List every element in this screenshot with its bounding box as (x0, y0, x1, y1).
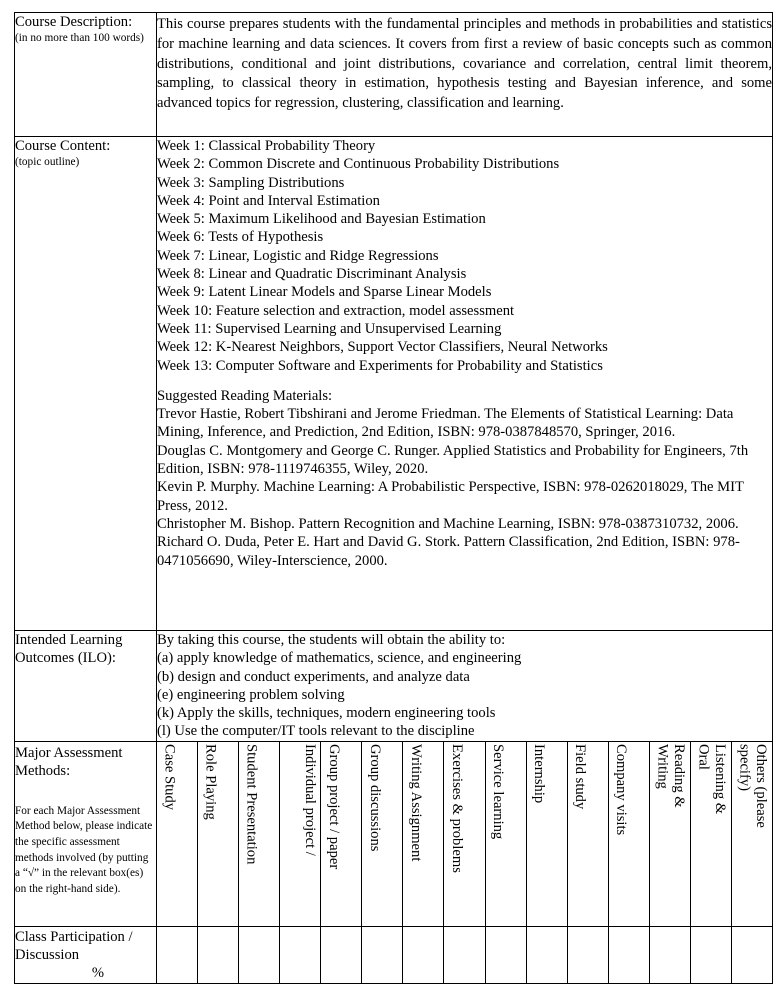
class-participation-grid (157, 927, 772, 983)
checkbox-cell[interactable] (485, 927, 526, 983)
percent-sign: % (91, 964, 104, 981)
week-item: Week 8: Linear and Quadratic Discriminant Analysis (157, 266, 467, 283)
course-content-sublabel: (topic outline) (15, 156, 80, 168)
method-header: Field study (572, 743, 589, 810)
course-content-cell (157, 137, 773, 631)
method-column (157, 742, 197, 926)
checkbox-cell[interactable] (238, 927, 279, 983)
method-column (526, 742, 567, 926)
assessment-methods-grid (157, 742, 772, 926)
checkbox-cell[interactable] (567, 927, 608, 983)
method-column (485, 742, 526, 926)
assessment-label: Major Assessment Methods: (15, 744, 123, 779)
week-item: Week 9: Latent Linear Models and Sparse Linear Models (157, 284, 492, 301)
method-header: Role Playing (202, 743, 219, 820)
week-item: Week 1: Classical Probability Theory (157, 138, 376, 154)
checkbox-cell[interactable] (279, 927, 320, 983)
week-list (157, 137, 772, 375)
method-column (361, 742, 402, 926)
method-header: Group discussions (366, 743, 383, 852)
checkbox-cell[interactable] (320, 927, 361, 983)
ilo-label: Intended Learning Outcomes (ILO): (15, 632, 123, 666)
method-header: Internship (531, 743, 548, 803)
method-header: Individual project / (302, 743, 319, 856)
method-column (320, 742, 361, 926)
reading-title: Suggested Reading Materials: (157, 387, 333, 404)
class-participation-label-cell (15, 926, 157, 983)
method-header: Listening & Oral (695, 743, 728, 814)
reading-item: Richard O. Duda, Peter E. Hart and David G. Stork. Pattern Classification, 2nd Edition, ISBN: 978-0471056690, Wiley-Interscience, 2000. (157, 534, 740, 569)
course-description-label-cell (15, 13, 157, 137)
method-column (608, 742, 649, 926)
course-table (14, 12, 773, 984)
reading-item: Douglas C. Montgomery and George C. Runger. Applied Statistics and Probability for Engineers, 7th Edition, ISBN: 978-1119746355, Wiley, 2020. (157, 442, 749, 478)
checkbox-cell[interactable] (526, 927, 567, 983)
course-description-cell (157, 13, 773, 137)
week-item: Week 11: Supervised Learning and Unsupervised Learning (157, 320, 502, 337)
assessment-label-cell (15, 741, 157, 926)
ilo-row (15, 631, 773, 742)
method-header: Reading & Writing (654, 743, 687, 808)
week-item: Week 10: Feature selection and extraction, model assessment (157, 302, 515, 319)
week-item: Week 2: Common Discrete and Continuous Probability Distributions (157, 156, 560, 173)
ilo-label-cell (15, 631, 157, 742)
method-header: Others (please specify) (736, 743, 769, 828)
ilo-item: (k) Apply the skills, techniques, modern engineering tools (157, 705, 496, 722)
course-description-row (15, 13, 773, 137)
method-column (443, 742, 484, 926)
course-description-sublabel: (in no more than 100 words) (15, 32, 144, 44)
checkbox-cell[interactable] (690, 927, 731, 983)
assessment-note: For each Major Assessment Method below, please indicate the specific assessment methods involved (by putting a “√” in the relevant box(es) on the right-hand side). (15, 804, 153, 895)
week-item: Week 12: K-Nearest Neighbors, Support Vector Classifiers, Neural Networks (157, 339, 608, 356)
method-header: Case Study (161, 743, 178, 810)
ilo-cell (157, 631, 773, 742)
assessment-row (15, 741, 773, 926)
ilo-item: (a) apply knowledge of mathematics, science, and engineering (157, 650, 522, 667)
week-item: Week 7: Linear, Logistic and Ridge Regressions (157, 247, 439, 264)
checkbox-cell[interactable] (402, 927, 443, 983)
week-item: Week 5: Maximum Likelihood and Bayesian Estimation (157, 211, 486, 228)
week-item: Week 4: Point and Interval Estimation (157, 192, 380, 209)
method-column (279, 742, 320, 926)
course-description-label: Course Description: (15, 14, 133, 30)
class-participation-cells (157, 926, 773, 983)
method-column (197, 742, 238, 926)
course-content-label-cell (15, 137, 157, 631)
course-content-row (15, 137, 773, 631)
checkbox-cell[interactable] (649, 927, 690, 983)
checkbox-cell[interactable] (608, 927, 649, 983)
assessment-methods-cell (157, 741, 773, 926)
method-header: Group project / paper (325, 743, 342, 869)
method-header: Company visits (613, 743, 630, 835)
course-description-text: This course prepares students with the fundamental principles and methods in probabilities and statistics for machine learning and data sciences. It covers from first a review of basic concepts such as common distributions, conditional and joint distributions, covariance and correlation, central limit theorem, sampling, to classical theory in estimation, hypothesis testing and Bayesian inference, and some advanced topics for regression, clustering, classification and learning. (157, 16, 772, 112)
week-item: Week 3: Sampling Distributions (157, 174, 345, 191)
ilo-item: (l) Use the computer/IT tools relevant to the discipline (157, 723, 475, 740)
checkbox-cell[interactable] (731, 927, 772, 983)
course-form (14, 12, 772, 984)
method-column (567, 742, 608, 926)
method-header: Student Presentation (243, 743, 260, 865)
ilo-intro: By taking this course, the students will obtain the ability to: (157, 632, 506, 648)
class-participation-row (15, 926, 773, 983)
ilo-item: (e) engineering problem solving (157, 686, 345, 703)
ilo-item: (b) design and conduct experiments, and analyze data (157, 668, 470, 685)
method-header: Writing Assignment (407, 743, 424, 862)
week-item: Week 6: Tests of Hypothesis (157, 229, 324, 246)
checkbox-cell[interactable] (157, 927, 197, 983)
method-column (402, 742, 443, 926)
method-column (690, 742, 731, 926)
checkbox-cell[interactable] (197, 927, 238, 983)
method-column (649, 742, 690, 926)
checkbox-cell[interactable] (361, 927, 402, 983)
method-header: Service learning (490, 743, 506, 840)
checkbox-cell[interactable] (443, 927, 484, 983)
method-column (238, 742, 279, 926)
reading-item: Trevor Hastie, Robert Tibshirani and Jerome Friedman. The Elements of Statistical Learning: Data Mining, Inference, and Prediction, 2nd Edition, ISBN: 978-0387848570, Springer, 2016. (157, 406, 734, 441)
class-participation-label: Class Participation / Discussion (15, 928, 133, 963)
method-header: Exercises & problems (448, 743, 465, 873)
week-item: Week 13: Computer Software and Experiments for Probability and Statistics (157, 357, 603, 374)
course-content-label: Course Content: (15, 138, 111, 154)
reading-item: Kevin P. Murphy. Machine Learning: A Probabilistic Perspective, ISBN: 978-0262018029, The MIT Press, 2012. (157, 479, 744, 514)
method-column (731, 742, 772, 926)
reading-item: Christopher M. Bishop. Pattern Recognition and Machine Learning, ISBN: 978-0387310732, 2006. (157, 515, 739, 532)
